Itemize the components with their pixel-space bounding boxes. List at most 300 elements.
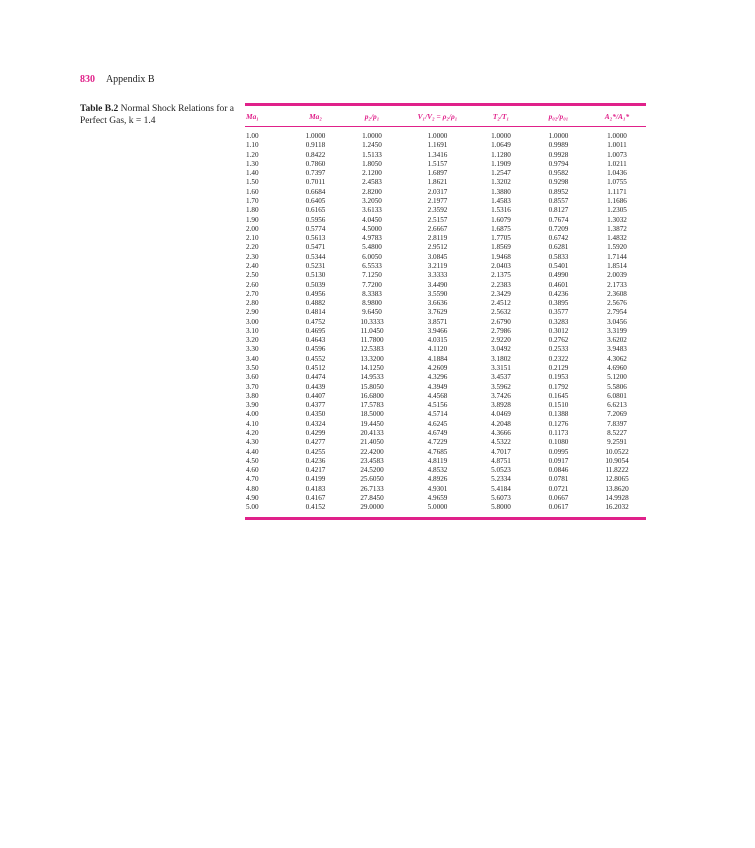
- column-header: p₀₂/p₀₁: [548, 111, 569, 121]
- table-cell: 2.9220: [491, 336, 511, 345]
- table-cell: 0.5613: [305, 234, 326, 243]
- table-cell: 1.4832: [607, 234, 627, 243]
- table-cell: 3.60: [246, 373, 259, 382]
- table-row: [245, 253, 646, 262]
- table-cell: 0.4217: [305, 466, 326, 475]
- table-cell: 3.30: [246, 345, 259, 354]
- table-cell: 1.50: [246, 178, 259, 187]
- table-cell: 4.3949: [427, 382, 448, 391]
- table-cell: 5.5806: [607, 382, 627, 391]
- table-cell: 0.4512: [305, 364, 326, 373]
- table-cell: 3.9483: [607, 345, 627, 354]
- table-row: [245, 429, 646, 438]
- table-cell: 4.6749: [427, 429, 448, 437]
- table-cell: 0.1080: [548, 438, 569, 447]
- table-cell: 2.3608: [607, 289, 627, 298]
- table-cell: 6.0050: [362, 252, 382, 261]
- table-row: [245, 188, 646, 197]
- table-cell: 6.0801: [607, 391, 627, 400]
- table-cell: 18.5000: [360, 410, 384, 419]
- table-cell: 10.9054: [605, 456, 629, 465]
- table-cell: 1.5920: [607, 243, 627, 252]
- table-cell: 4.0469: [491, 410, 511, 419]
- table-cell: 3.8928: [491, 401, 511, 410]
- table-cell: 1.0436: [607, 169, 627, 178]
- table-cell: 27.8450: [360, 493, 384, 502]
- table-cell: 0.4643: [305, 336, 326, 345]
- table-row: [245, 475, 646, 484]
- table-cell: 4.3062: [607, 354, 627, 363]
- table-cell: 2.3429: [491, 289, 511, 298]
- table-cell: 0.9794: [548, 159, 569, 168]
- page-number: 830: [80, 74, 95, 85]
- table-cell: 0.5774: [305, 224, 326, 233]
- table-cell: 3.0845: [427, 252, 448, 261]
- table-row: [245, 327, 646, 336]
- table-cell: 1.4583: [491, 196, 511, 205]
- table-cell: 4.5714: [427, 410, 448, 419]
- table-cell: 1.0011: [607, 141, 627, 150]
- table-cell: 4.8119: [427, 456, 448, 465]
- table-cell: 0.7209: [548, 224, 569, 233]
- table-cell: 0.5130: [305, 271, 326, 280]
- table-cell: 0.0846: [548, 466, 569, 475]
- table-cell: 1.0000: [305, 132, 326, 140]
- table-cell: 3.3151: [491, 364, 511, 373]
- table-cell: 0.4255: [305, 447, 326, 456]
- column-header: A₂*/A₁*: [604, 111, 630, 121]
- table-cell: 0.9118: [305, 141, 326, 150]
- table-row: [245, 225, 646, 234]
- table-cell: 1.8514: [607, 261, 627, 270]
- table-cell: 3.2119: [427, 261, 448, 270]
- table-cell: 2.1977: [427, 196, 448, 205]
- table-cell: 0.4299: [305, 429, 326, 437]
- table-cell: 1.3872: [607, 224, 627, 233]
- table-cell: 2.40: [246, 261, 259, 270]
- table-row: [245, 127, 646, 141]
- table-cell: 4.8532: [427, 466, 448, 475]
- table-cell: 4.6245: [427, 419, 448, 428]
- table-row: [245, 151, 646, 160]
- table-cell: 0.0617: [548, 503, 569, 512]
- table-cell: 3.2050: [362, 196, 382, 205]
- table-cell: 1.3202: [491, 178, 511, 187]
- table-cell: 0.1645: [548, 391, 569, 400]
- table-cell: 0.4752: [305, 317, 326, 326]
- column-header: T₂/T₁: [492, 111, 510, 121]
- table-row: [245, 410, 646, 419]
- table-cell: 0.4199: [305, 475, 326, 484]
- table-cell: 0.7674: [548, 215, 569, 224]
- table-row: [245, 281, 646, 290]
- table-cell: 4.80: [246, 484, 259, 493]
- table-cell: 0.5471: [305, 243, 326, 252]
- table-cell: 4.1120: [427, 345, 448, 354]
- table-cell: 29.0000: [360, 503, 384, 512]
- table-cell: 0.4695: [305, 326, 326, 335]
- table-cell: 0.4596: [305, 345, 326, 354]
- table-cell: 14.9533: [360, 373, 384, 382]
- table-cell: 3.1802: [491, 354, 511, 363]
- table-cell: 4.2048: [491, 419, 511, 428]
- table-cell: 5.6073: [491, 493, 511, 502]
- table-cell: 0.5956: [305, 215, 326, 224]
- table-cell: 3.3333: [427, 271, 448, 280]
- table-cell: 20.4133: [360, 429, 384, 437]
- table-cell: 0.4552: [305, 354, 326, 363]
- table-cell: 2.5157: [427, 215, 448, 224]
- table-cell: 1.5316: [491, 206, 511, 215]
- table-cell: 0.1388: [548, 410, 569, 419]
- table-cell: 4.9783: [362, 234, 382, 243]
- table-bottom-rule: [245, 517, 646, 520]
- table-cell: 2.6790: [491, 317, 511, 326]
- table-cell: 24.5200: [360, 466, 384, 475]
- table-cell: 3.4537: [491, 373, 511, 382]
- table-caption: [80, 103, 240, 127]
- table-cell: 4.8751: [491, 456, 511, 465]
- table-cell: 1.00: [246, 132, 259, 140]
- table-cell: 4.20: [246, 429, 259, 437]
- table-row: [245, 364, 646, 373]
- table-cell: 0.2322: [548, 354, 569, 363]
- table-cell: 1.90: [246, 215, 259, 224]
- table-cell: 0.1510: [548, 401, 569, 410]
- table-cell: 3.7426: [491, 391, 511, 400]
- table-cell: 2.10: [246, 234, 259, 243]
- table-cell: 11.0450: [360, 326, 384, 335]
- table-cell: 4.9659: [427, 493, 448, 502]
- table-cell: 3.50: [246, 364, 259, 373]
- table-cell: 4.3296: [427, 373, 448, 382]
- table-cell: 3.3199: [607, 326, 627, 335]
- table-cell: 1.7144: [607, 252, 627, 261]
- table-cell: 17.5783: [360, 401, 384, 410]
- table-cell: 0.8952: [548, 187, 569, 196]
- table-cell: 4.50: [246, 456, 259, 465]
- table-cell: 0.5833: [548, 252, 569, 261]
- table-cell: 0.9298: [548, 178, 569, 187]
- table-row: [245, 448, 646, 457]
- table-cell: 8.5227: [607, 429, 627, 437]
- table-row: [245, 216, 646, 225]
- table-cell: 12.8065: [605, 475, 629, 484]
- table-cell: 4.8926: [427, 475, 448, 484]
- table-cell: 0.3895: [548, 299, 569, 308]
- table-cell: 3.6202: [607, 336, 627, 345]
- table-row: [245, 243, 646, 252]
- table-cell: 0.1792: [548, 382, 569, 391]
- table-cell: 12.5383: [360, 345, 384, 354]
- table-row: [245, 438, 646, 447]
- table-cell: 1.0000: [362, 132, 382, 140]
- table-cell: 0.4474: [305, 373, 326, 382]
- table-cell: 4.40: [246, 447, 259, 456]
- table-cell: 0.0667: [548, 493, 569, 502]
- table-cell: 2.4512: [491, 299, 511, 308]
- column-header: Ma₂: [309, 111, 322, 121]
- table-cell: 2.0403: [491, 261, 511, 270]
- table-cell: 5.4800: [362, 243, 382, 252]
- section-title: Appendix B: [105, 74, 155, 85]
- table-cell: 1.8621: [427, 178, 448, 187]
- table-cell: 3.80: [246, 391, 259, 400]
- table-cell: 4.60: [246, 466, 259, 475]
- table-cell: 1.1691: [427, 141, 448, 150]
- table-cell: 25.6050: [360, 475, 384, 484]
- table-cell: 7.2069: [607, 410, 627, 419]
- table-cell: 0.8127: [548, 206, 569, 215]
- table-cell: 3.10: [246, 326, 259, 335]
- table-cell: 0.7011: [305, 178, 326, 187]
- table-cell: 0.7397: [305, 169, 326, 178]
- table-cell: 2.30: [246, 252, 259, 261]
- table-cell: 1.8050: [362, 159, 382, 168]
- table-cell: 2.2383: [491, 280, 511, 289]
- table-cell: 2.8200: [362, 187, 382, 196]
- table-row: [245, 308, 646, 317]
- table-cell: 4.0450: [362, 215, 382, 224]
- table-cell: 2.60: [246, 280, 259, 289]
- table-cell: 0.5344: [305, 252, 326, 261]
- table-cell: 4.0315: [427, 336, 448, 345]
- table-cell: 0.8422: [305, 150, 326, 159]
- table-row: [245, 392, 646, 401]
- table-row: [245, 401, 646, 410]
- table-row: [245, 373, 646, 382]
- table-cell: 2.9512: [427, 243, 448, 252]
- table-row: [245, 290, 646, 299]
- column-header: Ma₁: [246, 111, 259, 121]
- table-cell: 11.7800: [360, 336, 384, 345]
- table-cell: 1.0000: [548, 132, 569, 140]
- table-cell: 0.2533: [548, 345, 569, 354]
- table-cell: 1.9468: [491, 252, 511, 261]
- table-cell: 1.20: [246, 150, 259, 159]
- table-row: [245, 466, 646, 475]
- table-cell: 3.20: [246, 336, 259, 345]
- table-cell: 1.0000: [427, 132, 448, 140]
- table-cell: 0.2762: [548, 336, 569, 345]
- table-cell: 2.0039: [607, 271, 627, 280]
- table-cell: 9.2591: [607, 438, 627, 447]
- table-row: [245, 234, 646, 243]
- table-cell: 1.80: [246, 206, 259, 215]
- table-cell: 0.5231: [305, 261, 326, 270]
- table-cell: 9.6450: [362, 308, 382, 317]
- table-row: [245, 336, 646, 345]
- table-cell: 13.8620: [605, 484, 629, 493]
- table-cell: 8.9800: [362, 299, 382, 308]
- table-cell: 0.9928: [548, 150, 569, 159]
- table-cell: 0.4324: [305, 419, 326, 428]
- table-row: [245, 197, 646, 206]
- table-cell: 0.5039: [305, 280, 326, 289]
- table-cell: 10.0522: [605, 447, 629, 456]
- table-cell: 7.1250: [362, 271, 382, 280]
- table-row: [245, 271, 646, 280]
- table-cell: 2.00: [246, 224, 259, 233]
- header-row: [245, 106, 646, 126]
- table-cell: 3.7629: [427, 308, 448, 317]
- table-cell: 0.3283: [548, 317, 569, 326]
- table-cell: 0.4350: [305, 410, 326, 419]
- table-cell: 2.1733: [607, 280, 627, 289]
- table-cell: 21.4050: [360, 438, 384, 447]
- table-cell: 1.6875: [491, 224, 511, 233]
- table-cell: 1.3416: [427, 150, 448, 159]
- table-cell: 0.1276: [548, 419, 569, 428]
- table-row: [245, 345, 646, 354]
- table-cell: 6.5533: [362, 261, 382, 270]
- table-cell: 1.1686: [607, 196, 627, 205]
- table-cell: 4.2609: [427, 364, 448, 373]
- table-cell: 14.9928: [605, 493, 629, 502]
- table-cell: 5.2334: [491, 475, 511, 484]
- table-cell: 4.6960: [607, 364, 627, 373]
- table-cell: 1.1171: [607, 187, 627, 196]
- table-cell: 5.0000: [427, 503, 448, 512]
- table-cell: 1.40: [246, 169, 259, 178]
- table-cell: 0.4601: [548, 280, 569, 289]
- table-cell: 0.0917: [548, 456, 569, 465]
- table-cell: 0.4439: [305, 382, 326, 391]
- table-row: [245, 420, 646, 429]
- table-cell: 3.5590: [427, 289, 448, 298]
- table-cell: 5.8000: [491, 503, 511, 512]
- table-cell: 2.3592: [427, 206, 448, 215]
- table-cell: 0.8557: [548, 196, 569, 205]
- table-cell: 1.7705: [491, 234, 511, 243]
- table-row: [245, 169, 646, 178]
- table-cell: 2.5676: [607, 299, 627, 308]
- table-cell: 1.8569: [491, 243, 511, 252]
- table-title: Normal Shock Relations for a Perfect Gas, k = 1.4: [80, 104, 235, 126]
- table-row: [245, 503, 646, 512]
- table-cell: 2.8119: [427, 234, 448, 243]
- table-cell: 1.0755: [607, 178, 627, 187]
- table-cell: 0.4236: [548, 289, 569, 298]
- table-cell: 3.0456: [607, 317, 627, 326]
- table-row: [245, 457, 646, 466]
- table-cell: 3.70: [246, 382, 259, 391]
- table-row: [245, 160, 646, 169]
- table-cell: 2.7986: [491, 326, 511, 335]
- table-cell: 0.3012: [548, 326, 569, 335]
- table-cell: 0.4167: [305, 493, 326, 502]
- table-cell: 0.9582: [548, 169, 569, 178]
- table-cell: 16.6800: [360, 391, 384, 400]
- table-cell: 4.7685: [427, 447, 448, 456]
- table-container: [245, 103, 646, 520]
- table-cell: 2.90: [246, 308, 259, 317]
- table-cell: 0.4183: [305, 484, 326, 493]
- table-cell: 2.1375: [491, 271, 511, 280]
- table-cell: 5.0523: [491, 466, 511, 475]
- table-cell: 2.80: [246, 299, 259, 308]
- table-cell: 1.6079: [491, 215, 511, 224]
- table-cell: 0.2129: [548, 364, 569, 373]
- table-cell: 0.4152: [305, 503, 326, 512]
- table-cell: 3.00: [246, 317, 259, 326]
- table-cell: 3.0492: [491, 345, 511, 354]
- table-cell: 1.10: [246, 141, 259, 150]
- normal-shock-table: [245, 106, 646, 513]
- table-cell: 4.70: [246, 475, 259, 484]
- table-label: Table B.2: [80, 104, 119, 114]
- table-cell: 19.4450: [360, 419, 384, 428]
- table-cell: 1.2547: [491, 169, 511, 178]
- table-cell: 0.4407: [305, 391, 326, 400]
- table-cell: 4.5156: [427, 401, 448, 410]
- table-cell: 26.7133: [360, 484, 384, 493]
- table-cell: 0.1173: [548, 429, 569, 437]
- table-cell: 1.5157: [427, 159, 448, 168]
- table-cell: 0.0781: [548, 475, 569, 484]
- table-row: [245, 178, 646, 187]
- table-cell: 3.8571: [427, 317, 448, 326]
- table-cell: 1.1909: [491, 159, 511, 168]
- column-header: V₁/V₂ = ρ₂/ρ₁: [417, 111, 458, 121]
- table-cell: 3.6133: [362, 206, 382, 215]
- table-cell: 1.3032: [607, 215, 627, 224]
- table-cell: 2.0317: [427, 187, 448, 196]
- table-row: [245, 383, 646, 392]
- table-cell: 1.0211: [607, 159, 627, 168]
- table-cell: 4.10: [246, 419, 259, 428]
- table-cell: 5.4184: [491, 484, 511, 493]
- table-cell: 0.4956: [305, 289, 326, 298]
- table-row: [245, 318, 646, 327]
- page-header: [80, 74, 155, 85]
- table-cell: 1.2305: [607, 206, 627, 215]
- table-cell: 2.1200: [362, 169, 382, 178]
- table-row: [245, 206, 646, 215]
- table-row: [245, 141, 646, 150]
- table-cell: 4.7017: [491, 447, 511, 456]
- table-cell: 5.1200: [607, 373, 627, 382]
- table-cell: 1.5133: [362, 150, 382, 159]
- table-cell: 0.4236: [305, 456, 326, 465]
- table-cell: 3.5962: [491, 382, 511, 391]
- table-cell: 0.7860: [305, 159, 326, 168]
- table-cell: 3.90: [246, 401, 259, 410]
- table-cell: 0.6281: [548, 243, 569, 252]
- table-cell: 4.3666: [491, 429, 511, 437]
- table-cell: 4.7229: [427, 438, 448, 447]
- table-row: [245, 262, 646, 271]
- table-cell: 1.0000: [607, 132, 627, 140]
- table-cell: 2.4583: [362, 178, 382, 187]
- table-cell: 4.30: [246, 438, 259, 447]
- table-cell: 0.4277: [305, 438, 326, 447]
- table-cell: 6.6213: [607, 401, 627, 410]
- table-cell: 16.2032: [605, 503, 629, 512]
- table-cell: 8.3383: [362, 289, 382, 298]
- table-cell: 0.6684: [305, 187, 326, 196]
- table-cell: 15.8050: [360, 382, 384, 391]
- table-row: [245, 299, 646, 308]
- table-cell: 1.0000: [491, 132, 511, 140]
- table-cell: 1.70: [246, 196, 259, 205]
- table-row: [245, 494, 646, 503]
- table-cell: 14.1250: [360, 364, 384, 373]
- table-cell: 0.6405: [305, 196, 326, 205]
- table-cell: 0.4990: [548, 271, 569, 280]
- table-body: [245, 127, 646, 513]
- table-cell: 1.3880: [491, 187, 511, 196]
